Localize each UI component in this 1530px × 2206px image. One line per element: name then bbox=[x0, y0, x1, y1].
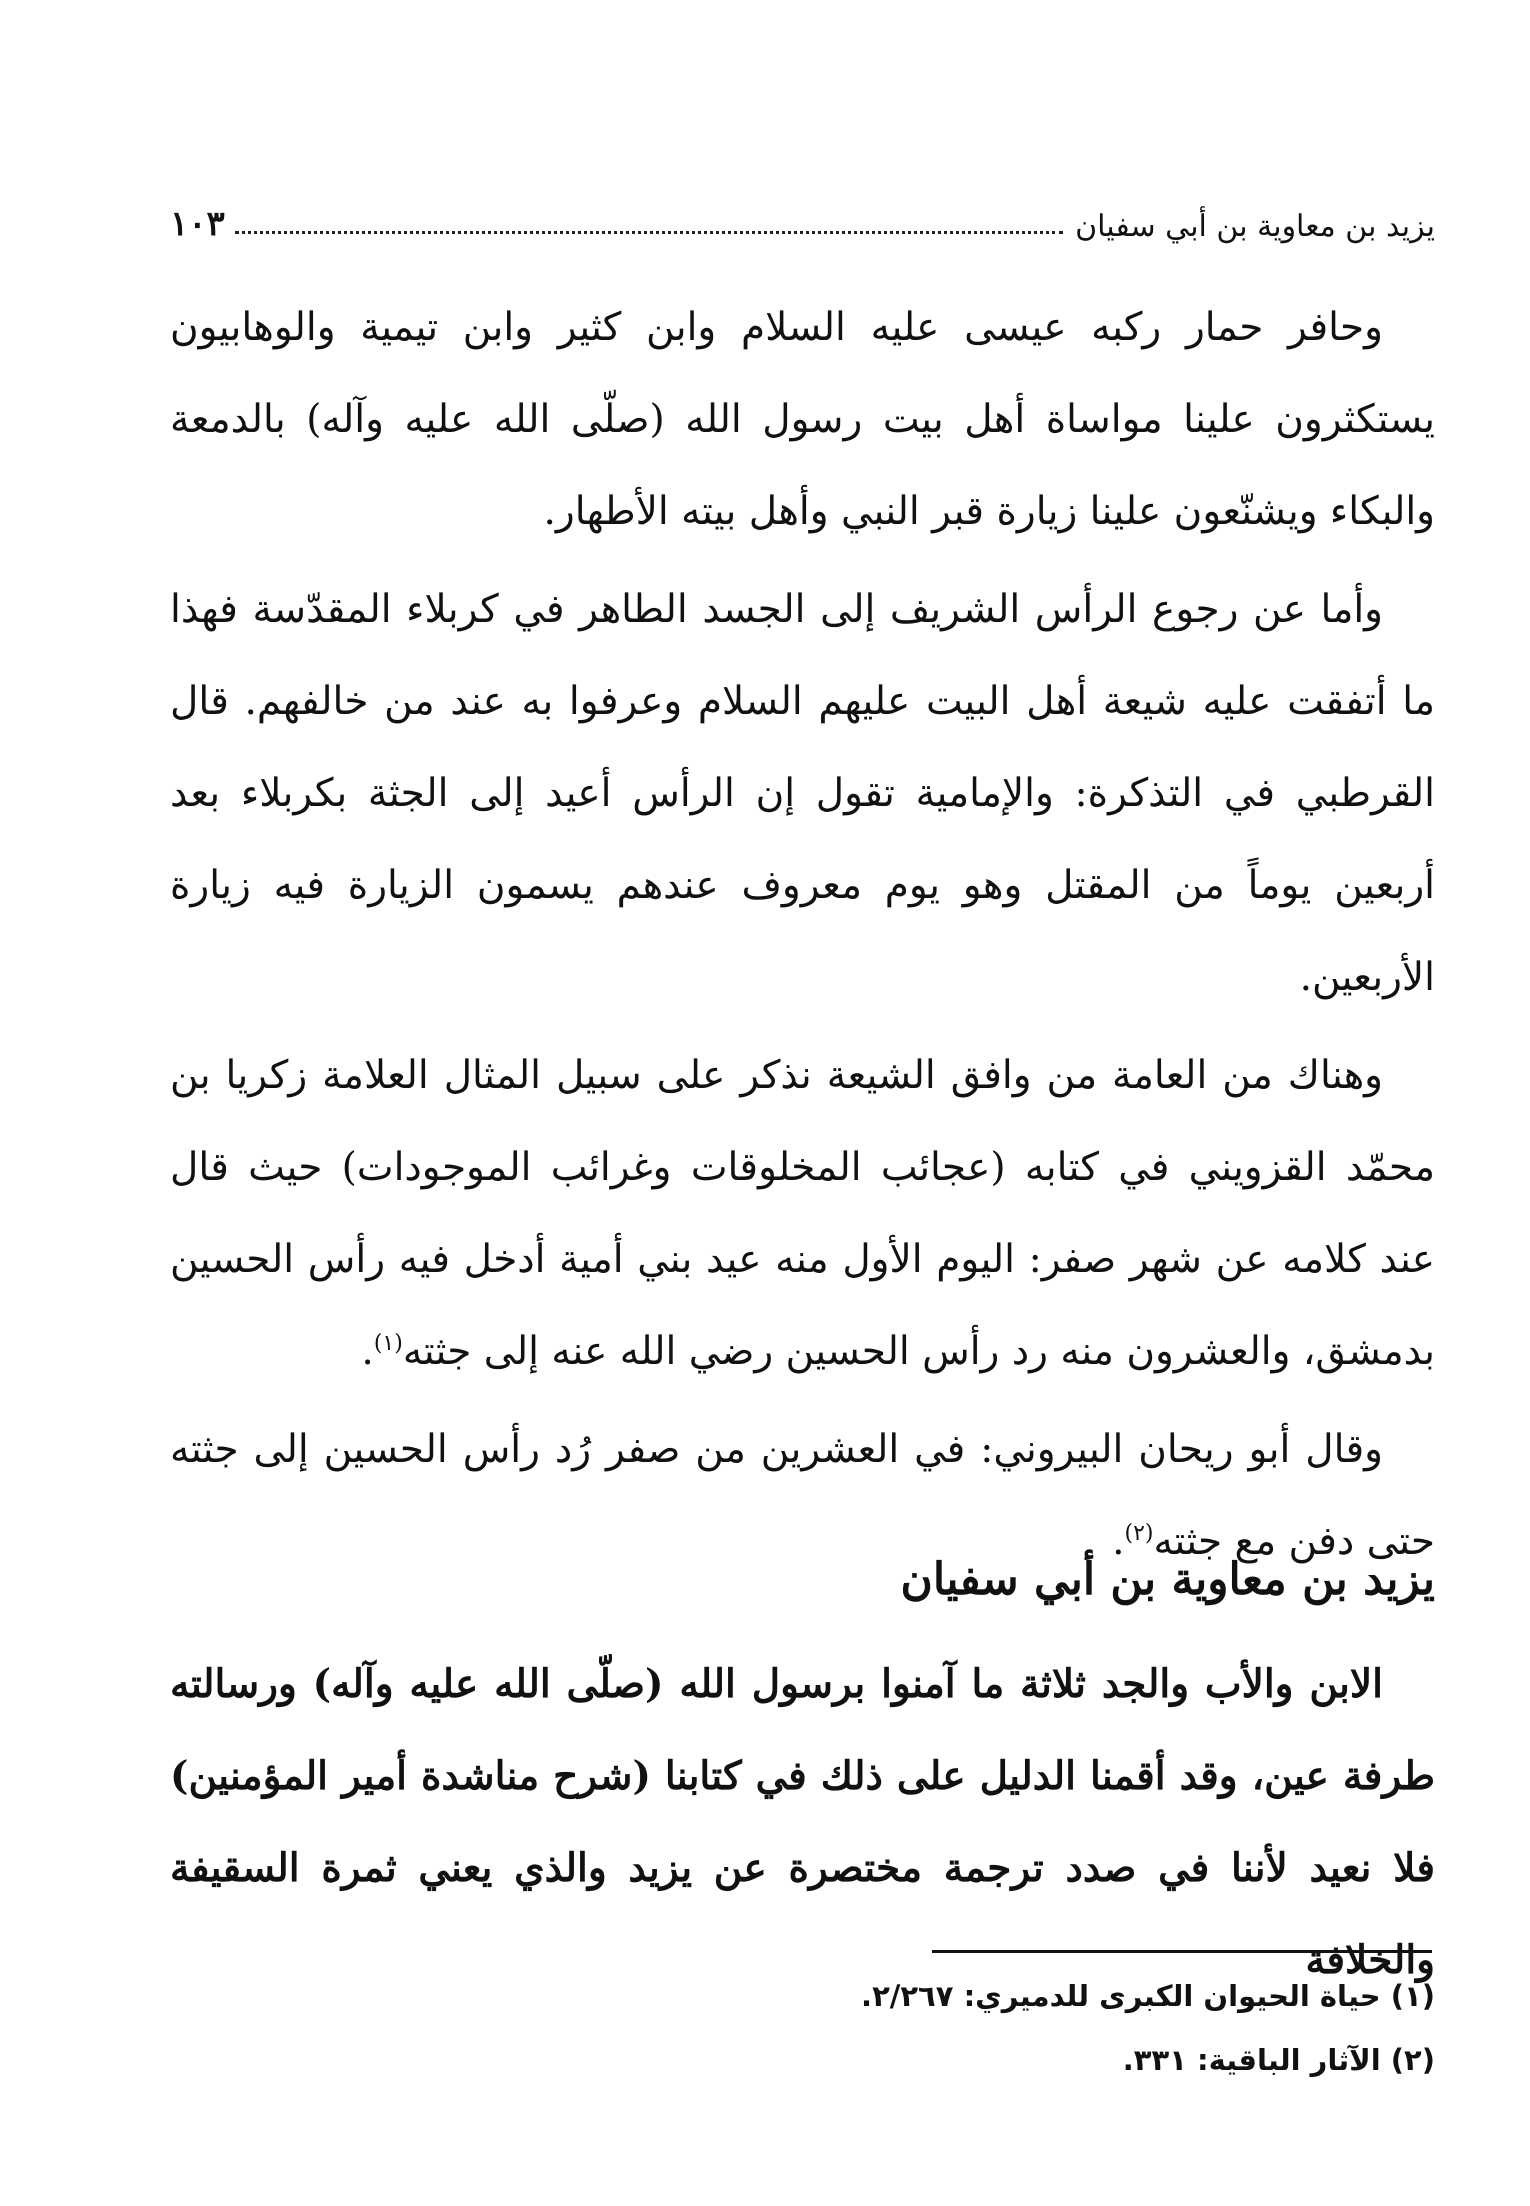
footnote-reference: (٢) bbox=[1124, 1521, 1154, 1546]
running-title: يزيد بن معاوية بن أبي سفيان bbox=[1075, 209, 1435, 244]
paragraph-tail: . bbox=[1112, 1519, 1125, 1564]
paragraph-tail: . bbox=[361, 1329, 374, 1374]
footnotes bbox=[170, 1964, 1435, 2092]
running-header bbox=[170, 192, 1435, 244]
paragraph bbox=[170, 564, 1435, 1024]
footnote-separator bbox=[932, 1950, 1432, 1953]
page-number: ١٠٣ bbox=[170, 204, 225, 244]
section-paragraph: الابن والأب والجد ثلاثة ما آمنوا برسول الله (صلّى الله عليه وآله) ورسالته طرفة عين، وقد أقمنا الدليل على ذلك في كتابنا (شرح مناشدة أمير المؤمنين) فلا نعيد لأننا في صدد ترجمة مختصرة عن يزيد والذي يعني ثمرة السقيفة والخلافة bbox=[170, 1661, 1435, 1983]
footnote: (١) حياة الحيوان الكبرى للدميري: ٢/٢٦٧. bbox=[861, 1979, 1435, 2013]
paragraph-text: وأما عن رجوع الرأس الشريف إلى الجسد الطاهر في كربلاء المقدّسة فهذا ما أتفقت عليه شيعة أهل البيت عليهم السلام وعرفوا به عند من خالفهم. قال القرطبي في التذكرة: والإمامية تقول إن الرأس أعيد إلى الجثة بكربلاء بعد أربعين يوماً من المقتل وهو يوم معروف عندهم يسمون الزيارة فيه زيارة الأربعين. bbox=[170, 587, 1435, 1000]
header-leader-dots bbox=[235, 231, 1063, 234]
paragraph-text: وقال أبو ريحان البيروني: في العشرين من صفر رُد رأس الحسين إلى جثته حتى دفن مع جثته bbox=[170, 1427, 1435, 1564]
footnote-reference: (١) bbox=[373, 1331, 403, 1356]
paragraph bbox=[170, 282, 1435, 558]
paragraph-text: وحافر حمار ركبه عيسى عليه السلام وابن كثير وابن تيمية والوهابيون يستكثرون علينا مواساة أهل بيت رسول الله (صلّى الله عليه وآله) بالدمعة والبكاء ويشنّعون علينا زيارة قبر النبي وأهل بيته الأطهار. bbox=[170, 305, 1435, 534]
paragraph-text: وهناك من العامة من وافق الشيعة نذكر على سبيل المثال العلامة زكريا بن محمّد القزويني في كتابه (عجائب المخلوقات وغرائب الموجودات) حيث قال عند كلامه عن شهر صفر: اليوم الأول منه عيد بني أمية أدخل فيه رأس الحسين بدمشق، والعشرون منه رد رأس الحسين رضي الله عنه إلى جثته bbox=[170, 1053, 1435, 1374]
paragraph bbox=[170, 1030, 1435, 1398]
footnote: (٢) الآثار الباقية: ٣٣١. bbox=[1122, 2043, 1435, 2077]
body-text bbox=[170, 282, 1435, 1594]
section-heading: يزيد بن معاوية بن أبي سفيان bbox=[900, 1554, 1435, 1605]
